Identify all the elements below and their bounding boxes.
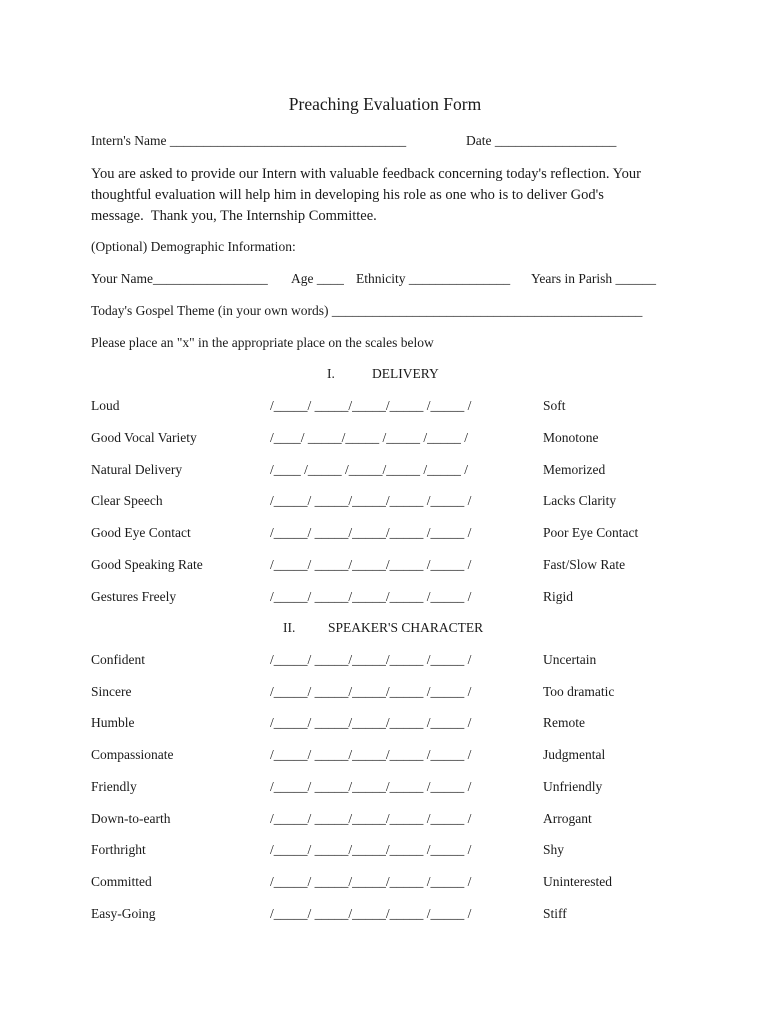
section-numeral: II. xyxy=(283,620,296,635)
date-field[interactable]: Date __________________ xyxy=(466,133,617,148)
scale-row xyxy=(0,557,770,575)
scale-row xyxy=(0,430,770,448)
rating-scale[interactable]: /____ /_____ /_____/_____ /_____ / xyxy=(270,462,469,477)
intro-line: message. Thank you, The Internship Committee. xyxy=(91,208,377,224)
scale-left-label: Committed xyxy=(91,874,152,889)
scale-left-label: Good Vocal Variety xyxy=(91,430,197,445)
scale-left-label: Easy-Going xyxy=(91,906,156,921)
scale-left-label: Down-to-earth xyxy=(91,811,171,826)
rating-scale[interactable]: /_____/ _____/_____/_____ /_____ / xyxy=(270,398,472,413)
rating-scale[interactable]: /_____/ _____/_____/_____ /_____ / xyxy=(270,525,472,540)
scale-row xyxy=(0,747,770,765)
rating-scale[interactable]: /_____/ _____/_____/_____ /_____ / xyxy=(270,684,472,699)
rating-scale[interactable]: /_____/ _____/_____/_____ /_____ / xyxy=(270,493,472,508)
scale-row xyxy=(0,462,770,480)
scale-left-label: Friendly xyxy=(91,779,137,794)
intro-line: You are asked to provide our Intern with valuable feedback concerning today's reflection. Your xyxy=(91,166,641,182)
scale-right-label: Arrogant xyxy=(543,811,592,826)
scale-row xyxy=(0,684,770,702)
scale-left-label: Forthright xyxy=(91,842,146,857)
scale-right-label: Uncertain xyxy=(543,652,597,667)
demographic-heading: (Optional) Demographic Information: xyxy=(91,239,296,254)
scale-right-label: Unfriendly xyxy=(543,779,603,794)
scale-right-label: Stiff xyxy=(543,906,567,921)
scale-right-label: Memorized xyxy=(543,462,606,477)
scale-left-label: Clear Speech xyxy=(91,493,163,508)
instructions-text: Please place an "x" in the appropriate place on the scales below xyxy=(91,335,434,350)
rating-scale[interactable]: /____/ _____/_____ /_____ /_____ / xyxy=(270,430,469,445)
scale-right-label: Shy xyxy=(543,842,565,857)
section-numeral: I. xyxy=(327,366,335,381)
rating-scale[interactable]: /_____/ _____/_____/_____ /_____ / xyxy=(270,906,472,921)
scale-right-label: Remote xyxy=(543,715,585,730)
scale-left-label: Good Speaking Rate xyxy=(91,557,203,572)
ethnicity-field[interactable]: Ethnicity _______________ xyxy=(356,271,511,286)
scale-row xyxy=(0,525,770,543)
scale-left-label: Loud xyxy=(91,398,120,413)
scale-row xyxy=(0,842,770,860)
scale-row xyxy=(0,874,770,892)
rating-scale[interactable]: /_____/ _____/_____/_____ /_____ / xyxy=(270,557,472,572)
age-field[interactable]: Age ____ xyxy=(291,271,344,286)
scale-right-label: Judgmental xyxy=(543,747,606,762)
scale-left-label: Sincere xyxy=(91,684,132,699)
years-in-parish-field[interactable]: Years in Parish ______ xyxy=(531,271,657,286)
form-title: Preaching Evaluation Form xyxy=(288,94,482,114)
section-heading-delivery: DELIVERY xyxy=(372,366,439,381)
scale-right-label: Poor Eye Contact xyxy=(543,525,639,540)
scale-left-label: Humble xyxy=(91,715,135,730)
rating-scale[interactable]: /_____/ _____/_____/_____ /_____ / xyxy=(270,589,472,604)
scale-row xyxy=(0,652,770,670)
scale-row xyxy=(0,906,770,924)
section-heading-character: SPEAKER'S CHARACTER xyxy=(328,620,484,635)
your-name-field[interactable]: Your Name_________________ xyxy=(91,271,268,286)
scale-right-label: Soft xyxy=(543,398,566,413)
scale-left-label: Natural Delivery xyxy=(91,462,183,477)
scale-left-label: Compassionate xyxy=(91,747,174,762)
scale-left-label: Good Eye Contact xyxy=(91,525,191,540)
scale-left-label: Confident xyxy=(91,652,145,667)
scale-row xyxy=(0,779,770,797)
rating-scale[interactable]: /_____/ _____/_____/_____ /_____ / xyxy=(270,811,472,826)
intro-paragraph xyxy=(91,164,681,227)
scale-right-label: Fast/Slow Rate xyxy=(543,557,626,572)
scale-left-label: Gestures Freely xyxy=(91,589,177,604)
intro-line: thoughtful evaluation will help him in developing his role as one who is to deliver God's xyxy=(91,187,604,203)
rating-scale[interactable]: /_____/ _____/_____/_____ /_____ / xyxy=(270,842,472,857)
scale-row xyxy=(0,811,770,829)
scale-right-label: Lacks Clarity xyxy=(543,493,617,508)
rating-scale[interactable]: /_____/ _____/_____/_____ /_____ / xyxy=(270,874,472,889)
rating-scale[interactable]: /_____/ _____/_____/_____ /_____ / xyxy=(270,747,472,762)
scale-right-label: Rigid xyxy=(543,589,574,604)
rating-scale[interactable]: /_____/ _____/_____/_____ /_____ / xyxy=(270,715,472,730)
intern-name-field[interactable]: Intern's Name ___________________________________ xyxy=(91,133,407,148)
scale-row xyxy=(0,493,770,511)
scale-right-label: Monotone xyxy=(543,430,599,445)
scale-row xyxy=(0,398,770,416)
rating-scale[interactable]: /_____/ _____/_____/_____ /_____ / xyxy=(270,652,472,667)
rating-scale[interactable]: /_____/ _____/_____/_____ /_____ / xyxy=(270,779,472,794)
scale-right-label: Uninterested xyxy=(543,874,612,889)
gospel-theme-field[interactable]: Today's Gospel Theme (in your own words) ______________________________________________ xyxy=(91,303,643,318)
scale-row xyxy=(0,589,770,607)
scale-right-label: Too dramatic xyxy=(543,684,615,699)
scale-row xyxy=(0,715,770,733)
